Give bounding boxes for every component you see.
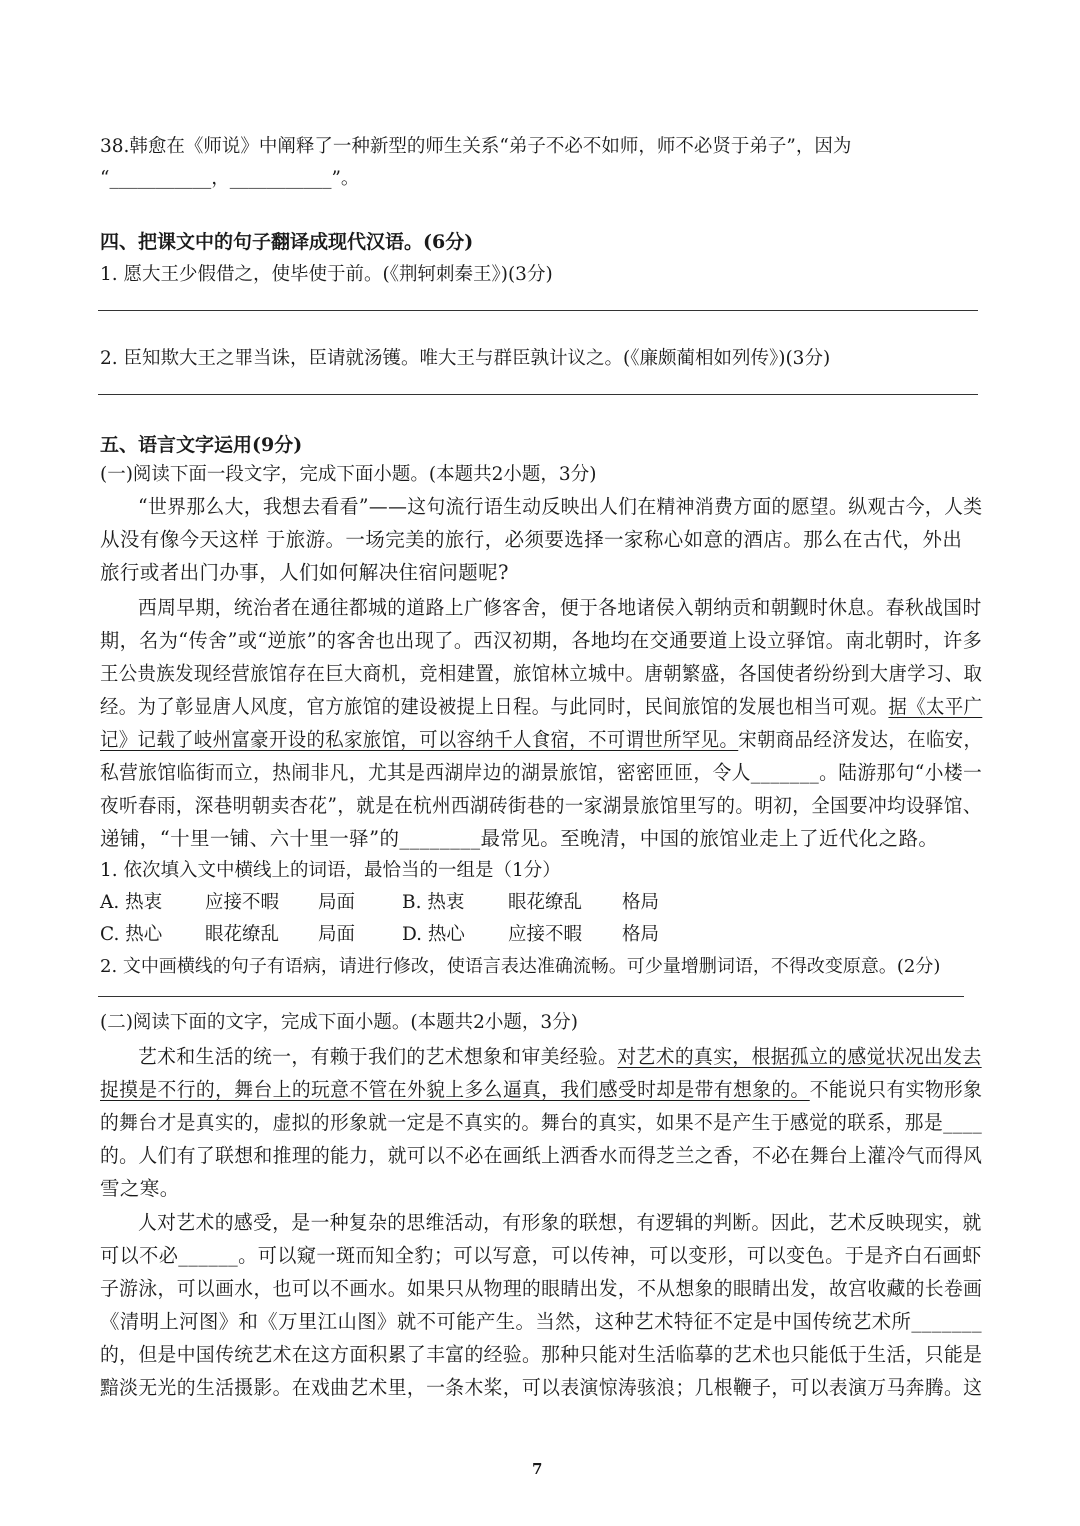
option-word: 格局 [622, 924, 660, 945]
part2-line: 可以不必______。可以窥一斑而知全豹；可以写意，可以传神，可以变形，可以变色。于是齐白石画虾 [100, 1244, 982, 1267]
underlined-sentence: 捉摸是不行的，舞台上的玩意不管在外貌上多么逼真，我们感受时却是带有想象的。 [100, 1078, 810, 1101]
underlined-sentence: 据《太平广 [888, 695, 983, 718]
part1-p2-line [100, 694, 982, 720]
option-word: 眼花缭乱 [205, 924, 280, 945]
part1-p1-line: “世界那么大，我想去看看”——这句流行语生动反映出人们在精神消费方面的愿望。纵观古今，人类 [138, 495, 983, 518]
option-word: 应接不暇 [205, 892, 280, 913]
section5-title: 五、语言文字运用(9分) [100, 434, 303, 456]
option-label: C. 热心 [100, 924, 163, 945]
part2-line: 雪之寒。 [100, 1177, 180, 1200]
part2-line [138, 1044, 982, 1070]
part1-p1-line: 旅行或者出门办事，人们如何解决住宿问题呢? [100, 561, 509, 584]
option-word: 局面 [318, 924, 356, 945]
part1-p2-line: 私营旅馆临街而立，热闹非凡，尤其是西湖岸边的湖景旅馆，密密匝匝，令人_______。陆游那句“小楼一 [100, 761, 983, 784]
answer-line [98, 310, 978, 311]
q38-line1: 38.韩愈在《师说》中阐释了一种新型的师生关系“弟子不必不如师，师不必贤于弟子”，因为 [100, 136, 852, 157]
option-word: 格局 [622, 892, 660, 913]
part1-p2-line: 递铺，“十里一铺、六十里一驿”的________最常见。至晚清，中国的旅馆业走上了近代化之路。 [100, 827, 939, 850]
part2-line: 人对艺术的感受，是一种复杂的思维活动，有形象的联想，有逻辑的判断。因此，艺术反映现实，就 [138, 1211, 982, 1234]
part2-title: (二)阅读下面的文字，完成下面小题。(本题共2小题，3分) [100, 1012, 578, 1033]
page-number: 7 [532, 1460, 543, 1478]
part1-p2-line: 夜听春雨，深巷明朝卖杏花”，就是在杭州西湖砖街巷的一家湖景旅馆里写的。明初，全国要冲均设驿馆、 [100, 794, 982, 817]
text-segment: 宋朝商品经济发达，在临安， [738, 728, 983, 751]
option-label: B. 热衷 [402, 892, 465, 913]
text-segment: 不能说只有实物形象 [809, 1078, 983, 1101]
part2-line: 子游泳，可以画水，也可以不画水。如果只从物理的眼睛出发，不从想象的眼睛出发，故宫收藏的长卷画 [100, 1277, 983, 1300]
part1-q1: 1. 依次填入文中横线上的词语，最恰当的一组是（1分） [100, 860, 561, 881]
part1-p2-line [100, 727, 982, 753]
part2-line [100, 1077, 982, 1103]
part2-line: 的舞台才是真实的，虚拟的形象就一定是不真实的。舞台的真实，如果不是产生于感觉的联系，那是____ [100, 1111, 983, 1134]
option-word: 局面 [318, 892, 356, 913]
option-word: 眼花缭乱 [508, 892, 583, 913]
section4-q2: 2. 臣知欺大王之罪当诛，臣请就汤镬。唯大王与群臣孰计议之。(《廉颇蔺相如列传》)(3分) [100, 348, 831, 369]
text-segment: 艺术和生活的统一，有赖于我们的艺术想象和审美经验。 [138, 1045, 618, 1068]
underlined-sentence: 记》记载了岐州富豪开设的私家旅馆，可以容纳千人食宿，不可谓世所罕见。 [100, 728, 739, 751]
part2-line: 《清明上河图》和《万里江山图》就不可能产生。当然，这种艺术特征不定是中国传统艺术所_______ [100, 1310, 982, 1333]
part1-p2-line: 期，名为“传舍”或“逆旅”的客舍也出现了。西汉初期，各地均在交通要道上设立驿馆。南北朝时，许多 [100, 629, 983, 652]
option-label: D. 热心 [402, 924, 465, 945]
part1-p2-line: 西周早期，统治者在通往都城的道路上广修客舍，便于各地诸侯入朝纳贡和朝觐时休息。春秋战国时 [138, 596, 982, 619]
option-word: 应接不暇 [508, 924, 583, 945]
answer-line [98, 996, 964, 997]
underlined-sentence: 对艺术的真实，根据孤立的感觉状况出发去 [617, 1045, 982, 1068]
part2-line: 的。人们有了联想和推理的能力，就可以不必在画纸上洒香水而得芝兰之香，不必在舞台上灌冷气而得风 [100, 1144, 983, 1167]
part1-p1-line: 从没有像今天这样 于旅游。一场完美的旅行，必须要选择一家称心如意的酒店。那么在古代，外出 [100, 528, 963, 551]
part2-line: 的，但是中国传统艺术在这方面积累了丰富的经验。那种只能对生活临摹的艺术也只能低于生活，只能是 [100, 1343, 983, 1366]
part1-q2: 2. 文中画横线的句子有语病，请进行修改，使语言表达准确流畅。可少量增删词语，不得改变原意。(2分) [100, 956, 941, 977]
section4-q1: 1. 愿大王少假借之，使毕使于前。(《荆轲刺秦王》)(3分) [100, 264, 553, 285]
part1-p2-line: 王公贵族发现经营旅馆存在巨大商机，竞相建置，旅馆林立城中。唐朝繁盛，各国使者纷纷到大唐学习、取 [100, 662, 983, 685]
section4-title: 四、把课文中的句子翻译成现代汉语。(6分) [100, 231, 474, 253]
part1-title: (一)阅读下面一段文字，完成下面小题。(本题共2小题，3分) [100, 464, 597, 485]
part2-line: 黯淡无光的生活摄影。在戏曲艺术里，一条木桨，可以表演惊涛骇浪；几根鞭子，可以表演万马奔腾。这 [100, 1376, 983, 1399]
option-label: A. 热衷 [100, 892, 163, 913]
q38-line2: “___________，___________”。 [100, 168, 360, 189]
answer-line [98, 394, 978, 395]
text-segment: 经。为了彰显唐人风度，官方旅馆的建设被提上日程。与此同时，民间旅馆的发展也相当可观。 [100, 695, 889, 718]
